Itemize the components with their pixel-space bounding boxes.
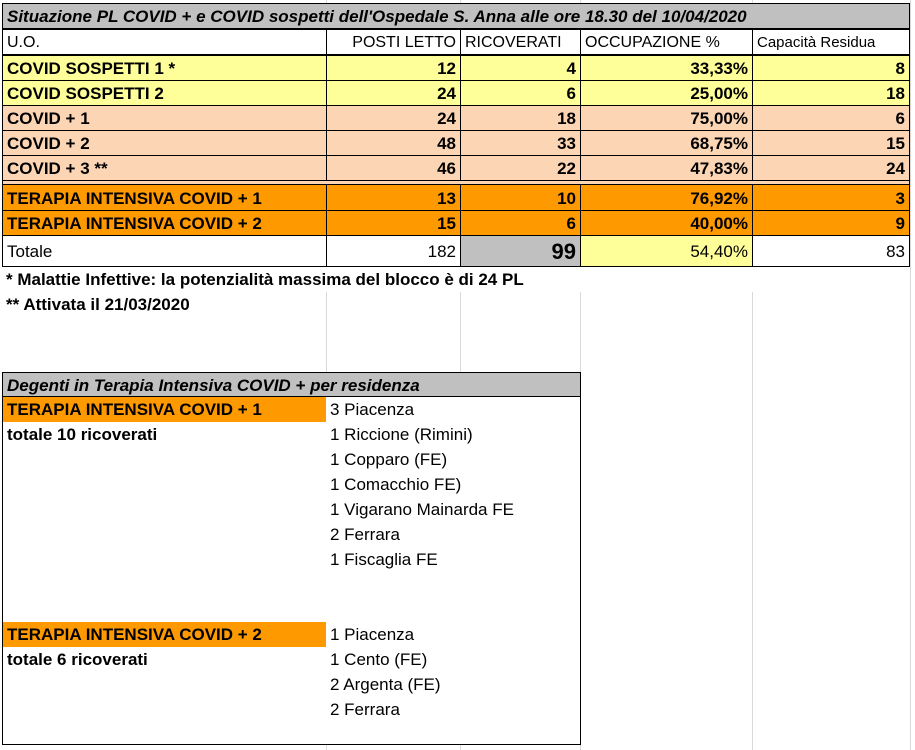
ti1-residence-item: 1 Riccione (Rimini) (330, 425, 473, 444)
total-label: Totale (2, 235, 327, 267)
ti1-residence-item: 1 Copparo (FE) (330, 450, 448, 469)
ti1-residence-item: 1 Fiscaglia FE (330, 550, 438, 569)
ti2-total: totale 6 ricoverati (7, 650, 148, 669)
row-posti: 12 (326, 55, 461, 81)
ti1-residence-item: 1 Vigarano Mainarda FE (330, 500, 514, 519)
row-occupazione: 40,00% (580, 210, 753, 236)
col-header-uo: U.O. (2, 29, 327, 55)
ti1-residence-item: 1 Comacchio FE) (330, 475, 462, 494)
row-posti: 15 (326, 210, 461, 236)
ti2-label: TERAPIA INTENSIVA COVID + 2 (3, 622, 326, 647)
ti2-residence-item: 1 Piacenza (330, 625, 415, 644)
gridline (910, 0, 911, 750)
ti1-total: totale 10 ricoverati (7, 425, 158, 444)
row-posti: 46 (326, 155, 461, 181)
row-ricoverati: 6 (460, 210, 581, 236)
row-uo: COVID + 3 ** (2, 155, 327, 181)
ti2-residence-item: 1 Cento (FE) (330, 650, 428, 669)
row-ricoverati: 4 (460, 55, 581, 81)
col-header-ricoverati: RICOVERATI (460, 29, 581, 55)
row-posti: 24 (326, 105, 461, 131)
row-occupazione: 47,83% (580, 155, 753, 181)
total-residua: 83 (752, 235, 910, 267)
row-ricoverati: 33 (460, 130, 581, 156)
row-uo: COVID SOSPETTI 2 (2, 80, 327, 106)
ti2-residence-item: 2 Argenta (FE) (330, 675, 441, 694)
row-uo: TERAPIA INTENSIVA COVID + 1 (2, 184, 327, 211)
row-occupazione: 68,75% (580, 130, 753, 156)
total-ricoverati: 99 (460, 235, 581, 267)
row-residua: 9 (752, 210, 910, 236)
ti1-residence-item: 3 Piacenza (330, 400, 415, 419)
row-uo: COVID SOSPETTI 1 * (2, 55, 327, 81)
row-occupazione: 33,33% (580, 55, 753, 81)
row-posti: 13 (326, 184, 461, 211)
row-ricoverati: 6 (460, 80, 581, 106)
row-residua: 15 (752, 130, 910, 156)
row-ricoverati: 18 (460, 105, 581, 131)
row-ricoverati: 22 (460, 155, 581, 181)
row-residua: 8 (752, 55, 910, 81)
row-uo: COVID + 2 (2, 130, 327, 156)
total-posti: 182 (326, 235, 461, 267)
row-residua: 24 (752, 155, 910, 181)
col-header-occupazione: OCCUPAZIONE % (580, 29, 753, 55)
row-residua: 18 (752, 80, 910, 106)
row-uo: TERAPIA INTENSIVA COVID + 2 (2, 210, 327, 236)
total-occupazione: 54,40% (580, 235, 753, 267)
row-occupazione: 76,92% (580, 184, 753, 211)
row-posti: 24 (326, 80, 461, 106)
row-uo: COVID + 1 (2, 105, 327, 131)
col-header-residua: Capacità Residua (752, 29, 910, 55)
row-residua: 6 (752, 105, 910, 131)
note-2: ** Attivata il 21/03/2020 (2, 292, 322, 317)
row-ricoverati: 10 (460, 184, 581, 211)
ti1-label: TERAPIA INTENSIVA COVID + 1 (3, 397, 326, 422)
ti1-residence-item: 2 Ferrara (330, 525, 400, 544)
residence-title: Degenti in Terapia Intensiva COVID + per residenza (2, 372, 581, 397)
ti2-residence-item: 2 Ferrara (330, 700, 400, 719)
row-residua: 3 (752, 184, 910, 211)
row-occupazione: 75,00% (580, 105, 753, 131)
row-posti: 48 (326, 130, 461, 156)
row-occupazione: 25,00% (580, 80, 753, 106)
col-header-posti: POSTI LETTO (326, 29, 461, 55)
sheet-title: Situazione PL COVID + e COVID sospetti dell'Ospedale S. Anna alle ore 18.30 del 10/04/2020 (2, 3, 910, 29)
note-1: * Malattie Infettive: la potenzialità massima del blocco è di 24 PL (2, 267, 782, 292)
